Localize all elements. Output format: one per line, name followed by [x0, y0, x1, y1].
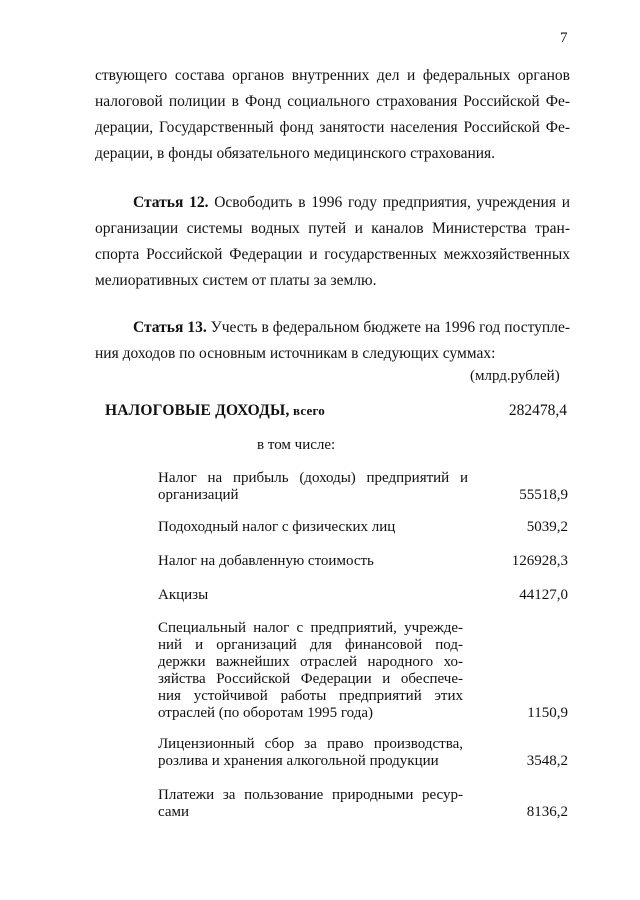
- revenue-item-name: [158, 736, 463, 770]
- paragraph-line: дерации, в фонды обязательного медицинского страхования.: [95, 145, 496, 162]
- revenue-item-natural-resources: [158, 787, 568, 821]
- revenue-item-vat: [158, 553, 568, 570]
- revenue-item-value: 1150,9: [527, 705, 568, 721]
- revenue-item-value: 3548,2: [526, 753, 568, 769]
- item-line: отраслей (по оборотам 1995 года): [158, 705, 374, 721]
- article-12: [95, 190, 570, 294]
- revenue-item-value: 5039,2: [526, 519, 568, 535]
- item-line: держки важнейших отраслей народного хо-: [158, 654, 463, 670]
- tax-revenue-heading: [105, 402, 567, 420]
- article-13-first-line-text: Учесть в федеральном бюджете на 1996 год поступле-: [206, 319, 571, 336]
- tax-revenue-title-group: [105, 402, 325, 420]
- revenue-item-value: 44127,0: [519, 587, 568, 603]
- item-line: зяйства Российской Федерации и обеспече-: [158, 671, 463, 687]
- continued-paragraph: [95, 63, 570, 167]
- revenue-item-name: [158, 470, 468, 504]
- revenue-item-value: 8136,2: [526, 804, 568, 820]
- paragraph-line: ствующего состава органов внутренних дел и федеральных органов: [95, 67, 570, 84]
- tax-revenue-total: 282478,4: [508, 402, 567, 419]
- revenue-item-excise: [158, 587, 568, 604]
- revenue-item-license-fee: [158, 736, 568, 770]
- including-label: в том числе:: [257, 437, 336, 453]
- revenue-item-name: [158, 620, 463, 722]
- paragraph-line: дерации, Государственный фонд занятости населения Российской Фе-: [95, 119, 570, 136]
- paragraph-line: налоговой полиции в Фонд социального страхования Российской Фе-: [95, 93, 570, 110]
- page-number: 7: [560, 30, 568, 46]
- revenue-item-profit-tax: [158, 470, 568, 504]
- item-line: Налог на прибыль (доходы) предприятий и: [158, 470, 468, 486]
- item-line: сами: [158, 804, 190, 820]
- revenue-item-name: [158, 553, 468, 570]
- article-13-first-line: [95, 315, 570, 341]
- article-12-first-line: [95, 190, 570, 216]
- paragraph-line: мелиоративных систем от платы за землю.: [95, 272, 377, 289]
- article-12-label: Статья 12.: [133, 194, 209, 211]
- item-line: ний и организаций для финансовой под-: [158, 637, 463, 653]
- paragraph-line: организации системы водных путей и каналов Министерства тран-: [95, 220, 570, 237]
- revenue-item-name: [158, 587, 468, 604]
- item-line: розлива и хранения алкогольной продукции: [158, 753, 439, 769]
- item-line: Специальный налог с предприятий, учрежде-: [158, 620, 463, 636]
- units-label: (млрд.рублей): [470, 368, 560, 384]
- item-line: ния устойчивой работы предприятий этих: [158, 688, 463, 704]
- article-12-first-line-text: Освободить в 1996 году предприятия, учреждения и: [208, 194, 570, 211]
- article-13: [95, 315, 570, 367]
- item-line: Акцизы: [158, 587, 209, 603]
- paragraph-line: спорта Российской Федерации и государственных межхозяйственных: [95, 246, 570, 263]
- tax-revenue-title: НАЛОГОВЫЕ ДОХОДЫ,: [105, 402, 290, 419]
- revenue-item-special-tax: [158, 620, 568, 722]
- item-line: Подоходный налог с физических лиц: [158, 519, 396, 535]
- paragraph-line: ния доходов по основным источникам в следующих суммах:: [95, 345, 496, 362]
- item-line: Лицензионный сбор за право производства,: [158, 736, 463, 752]
- article-13-label: Статья 13.: [133, 319, 207, 336]
- revenue-item-name: [158, 787, 463, 821]
- tax-revenue-suffix: всего: [289, 403, 325, 418]
- item-line: Налог на добавленную стоимость: [158, 553, 374, 569]
- revenue-item-value: 126928,3: [511, 553, 568, 569]
- item-line: Платежи за пользование природными ресур-: [158, 787, 463, 803]
- item-line: организаций: [158, 487, 239, 503]
- revenue-item-income-tax: [158, 519, 568, 536]
- revenue-item-value: 55518,9: [519, 487, 568, 503]
- revenue-item-name: [158, 519, 468, 536]
